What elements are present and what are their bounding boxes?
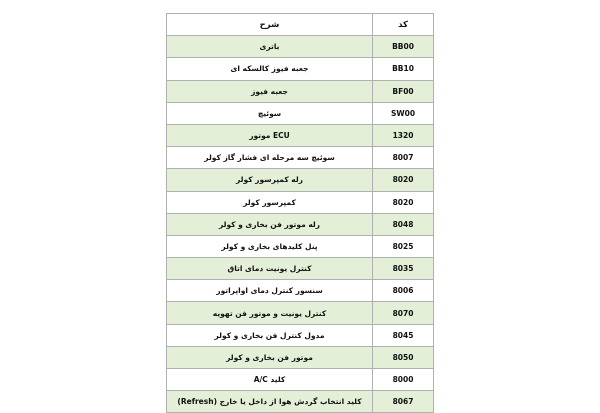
description-cell: جعبه فیوز کالسکه ای <box>167 58 373 80</box>
description-cell: کمپرسور کولر <box>167 191 373 213</box>
table-row <box>167 147 434 169</box>
code-cell: 8006 <box>373 280 434 302</box>
table-row <box>167 213 434 235</box>
code-cell: 8067 <box>373 391 434 413</box>
description-cell: کنترل یونیت دمای اتاق <box>167 258 373 280</box>
code-cell: 1320 <box>373 124 434 146</box>
code-cell: SW00 <box>373 102 434 124</box>
description-column-header: شرح <box>167 14 373 36</box>
code-cell: 8048 <box>373 213 434 235</box>
description-cell: کلید A/C <box>167 369 373 391</box>
table-row <box>167 102 434 124</box>
table-row <box>167 169 434 191</box>
table-row <box>167 235 434 257</box>
code-cell: BB10 <box>373 58 434 80</box>
component-code-table-container <box>166 13 434 413</box>
description-cell: کنترل یونیت و موتور فن تهویه <box>167 302 373 324</box>
table-body <box>167 36 434 413</box>
code-cell: 8020 <box>373 169 434 191</box>
code-cell: 8045 <box>373 324 434 346</box>
table-row <box>167 58 434 80</box>
description-cell: پنل کلیدهای بخاری و کولر <box>167 235 373 257</box>
description-cell: جعبه فیوز <box>167 80 373 102</box>
code-cell: 8035 <box>373 258 434 280</box>
description-cell: سوئیچ سه مرحله ای فشار گاز کولر <box>167 147 373 169</box>
description-cell: باتری <box>167 36 373 58</box>
description-cell: رله موتور فن بخاری و کولر <box>167 213 373 235</box>
table-row <box>167 191 434 213</box>
description-cell: مدول کنترل فن بخاری و کولر <box>167 324 373 346</box>
table-row <box>167 369 434 391</box>
table-row <box>167 391 434 413</box>
table-row <box>167 258 434 280</box>
table-row <box>167 36 434 58</box>
table-row <box>167 346 434 368</box>
code-cell: 8025 <box>373 235 434 257</box>
description-cell: ECU موتور <box>167 124 373 146</box>
table-row <box>167 324 434 346</box>
code-cell: 8050 <box>373 346 434 368</box>
description-cell: موتور فن بخاری و کولر <box>167 346 373 368</box>
table-row <box>167 302 434 324</box>
component-code-table <box>166 13 434 413</box>
description-cell: سنسور کنترل دمای اواپراتور <box>167 280 373 302</box>
table-header-row <box>167 14 434 36</box>
code-cell: 8020 <box>373 191 434 213</box>
description-cell: سوئیچ <box>167 102 373 124</box>
code-column-header: کد <box>373 14 434 36</box>
code-cell: BB00 <box>373 36 434 58</box>
table-row <box>167 280 434 302</box>
description-cell: کلید انتخاب گردش هوا از داخل یا خارج (Refresh) <box>167 391 373 413</box>
code-cell: 8000 <box>373 369 434 391</box>
code-cell: 8070 <box>373 302 434 324</box>
code-cell: BF00 <box>373 80 434 102</box>
description-cell: رله کمپرسور کولر <box>167 169 373 191</box>
table-row <box>167 80 434 102</box>
code-cell: 8007 <box>373 147 434 169</box>
table-row <box>167 124 434 146</box>
